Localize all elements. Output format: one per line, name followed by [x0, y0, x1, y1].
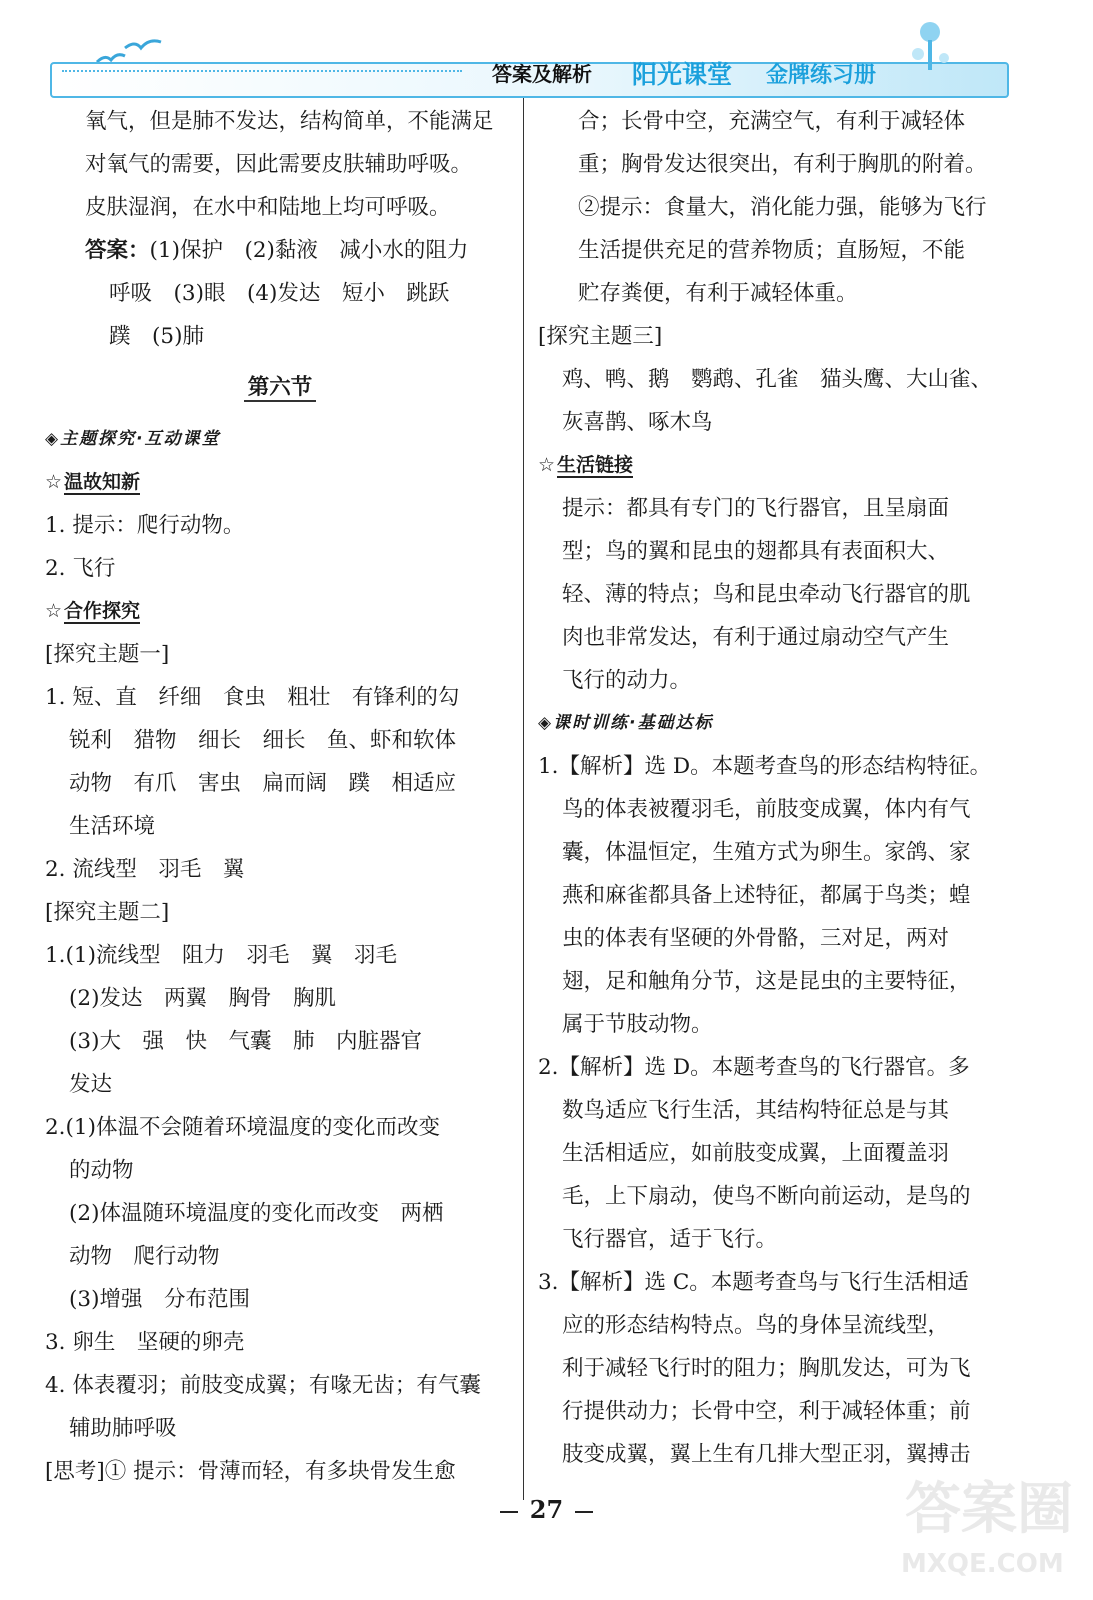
text-line: (3)增强 分布范围: [69, 1287, 250, 1312]
section-title: 第六节: [45, 358, 515, 418]
subheading-review: ☆ 温故知新: [45, 471, 141, 493]
text-line: 2.(1)体温不会随着环境温度的变化而改变: [45, 1115, 440, 1140]
subheading-cooperation: ☆ 合作探究: [45, 600, 141, 622]
text-line: 鸡、鸭、鹅 鹦鹉、孔雀 猫头鹰、大山雀、: [562, 367, 993, 392]
text-line: 提示：都具有专门的飞行器官，且呈扇面: [562, 496, 950, 521]
footer-dash: [500, 1511, 518, 1513]
plant-decoration-icon: [900, 18, 960, 78]
text-line: 3. 卵生 坚硬的卵壳: [45, 1330, 245, 1355]
text-line: 燕和麻雀都具备上述特征，都属于鸟类；蝗: [562, 883, 971, 908]
watermark-logo: [895, 1465, 1075, 1595]
text-line: (2)体温随环境温度的变化而改变 两栖: [69, 1201, 444, 1226]
text-line: 属于节肢动物。: [562, 1012, 713, 1037]
topic-label: [探究主题三]: [538, 324, 663, 349]
text-line: 4. 体表覆羽；前肢变成翼；有喙无齿；有气囊: [45, 1373, 481, 1398]
left-column: [45, 100, 515, 1493]
text-line: 氧气，但是肺不发达，结构简单，不能满足: [85, 109, 494, 134]
diamond-icon: ◈: [45, 429, 61, 449]
star-icon: ☆: [45, 600, 63, 622]
text-line: 3.【解析】选 C。本题考查鸟与飞行生活相适: [538, 1270, 969, 1295]
text-line: 数鸟适应飞行生活，其结构特征总是与其: [562, 1098, 950, 1123]
subheading-life-link: ☆ 生活链接: [538, 454, 634, 476]
text-line: 的动物: [69, 1158, 134, 1183]
text-line: 皮肤湿润，在水中和陆地上均可呼吸。: [85, 195, 451, 220]
star-icon: ☆: [45, 471, 63, 493]
header-brand-b: 金牌练习册: [766, 63, 877, 88]
text-line: 飞行的动力。: [562, 668, 692, 693]
text-line: 翅，足和触角分节，这是昆虫的主要特征，: [562, 969, 971, 994]
page-number: 27: [529, 1495, 564, 1524]
text-line: 2.【解析】选 D。本题考查鸟的飞行器官。多: [538, 1055, 970, 1080]
text-line: [思考]① 提示：骨薄而轻，有多块骨发生愈: [45, 1459, 456, 1484]
answer-line: 蹼 (5)肺: [109, 324, 204, 349]
watermark-text: 答案圈: [905, 1477, 1073, 1542]
text-line: 灰喜鹊、啄木鸟: [562, 410, 713, 435]
page-header: [0, 0, 1093, 100]
header-dotted-line: [62, 70, 462, 88]
text-line: 利于减轻飞行时的阻力；胸肌发达，可为飞: [562, 1356, 971, 1381]
topic-label: [探究主题一]: [45, 642, 170, 667]
text-line: 肉也非常发达，有利于通过扇动空气产生: [562, 625, 950, 650]
text-line: 贮存粪便，有利于减轻体重。: [578, 281, 858, 306]
text-line: (2)发达 两翼 胸骨 胸肌: [69, 986, 336, 1011]
text-line: 囊，体温恒定，生殖方式为卵生。家鸽、家: [562, 840, 971, 865]
right-column: [538, 100, 1008, 1476]
text-line: 应的形态结构特点。鸟的身体呈流线型，: [562, 1313, 950, 1338]
answer-line: 呼吸 (3)眼 (4)发达 短小 跳跃: [109, 281, 450, 306]
text-line: (3)大 强 快 气囊 肺 内脏器官: [69, 1029, 422, 1054]
text-line: 发达: [69, 1072, 113, 1097]
text-line: 1. 提示：爬行动物。: [45, 513, 245, 538]
category-heading: ◈主题探究·互动课堂: [45, 429, 221, 449]
text-line: 1. 短、直 纤细 食虫 粗壮 有锋利的勾: [45, 685, 460, 710]
text-line: 1.【解析】选 D。本题考查鸟的形态结构特征。: [538, 754, 992, 779]
text-line: 生活相适应，如前肢变成翼，上面覆盖羽: [562, 1141, 950, 1166]
text-line: 行提供动力；长骨中空，利于减轻体重；前: [562, 1399, 971, 1424]
text-line: 动物 爬行动物: [69, 1244, 220, 1269]
diamond-icon: ◈: [538, 713, 554, 733]
text-line: 生活提供充足的营养物质；直肠短，不能: [578, 238, 966, 263]
text-line: 对氧气的需要，因此需要皮肤辅助呼吸。: [85, 152, 473, 177]
header-answers-label: 答案及解析: [492, 62, 592, 86]
text-line: 合；长骨中空，充满空气，有利于减轻体: [578, 109, 966, 134]
text-line: 生活环境: [69, 814, 156, 839]
text-line: 飞行器官，适于飞行。: [562, 1227, 778, 1252]
text-line: 2. 飞行: [45, 556, 116, 581]
text-line: 重；胸骨发达很突出，有利于胸肌的附着。: [578, 152, 987, 177]
header-brand-a: 阳光课堂: [632, 60, 733, 89]
text-line: 2. 流线型 羽毛 翼: [45, 857, 245, 882]
text-line: 1.(1)流线型 阻力 羽毛 翼 羽毛: [45, 943, 397, 968]
text-line: 轻、薄的特点；鸟和昆虫牵动飞行器官的肌: [562, 582, 971, 607]
column-divider: [523, 98, 524, 1500]
answer-label: 答案：: [85, 238, 150, 263]
text-line: 肢变成翼，翼上生有几排大型正羽，翼搏击: [562, 1442, 971, 1467]
answer-text: (1)保护 (2)黏液 减小水的阻力: [149, 238, 469, 263]
watermark-url: MXQE.COM: [901, 1549, 1064, 1579]
text-line: 鸟的体表被覆羽毛，前肢变成翼，体内有气: [562, 797, 971, 822]
category-heading: ◈课时训练·基础达标: [538, 713, 714, 733]
text-line: 型；鸟的翼和昆虫的翅都具有表面积大、: [562, 539, 950, 564]
topic-label: [探究主题二]: [45, 900, 170, 925]
text-line: ②提示：食量大，消化能力强，能够为飞行: [578, 195, 987, 220]
answer-line: [45, 229, 515, 272]
star-icon: ☆: [538, 454, 556, 476]
text-line: 动物 有爪 害虫 扁而阔 蹼 相适应: [69, 771, 457, 796]
text-line: 毛，上下扇动，使鸟不断向前运动，是鸟的: [562, 1184, 971, 1209]
footer-dash: [575, 1511, 593, 1513]
text-line: 锐利 猎物 细长 细长 鱼、虾和软体: [69, 728, 457, 753]
text-line: 虫的体表有坚硬的外骨骼，三对足，两对: [562, 926, 950, 951]
text-line: 辅助肺呼吸: [69, 1416, 177, 1441]
